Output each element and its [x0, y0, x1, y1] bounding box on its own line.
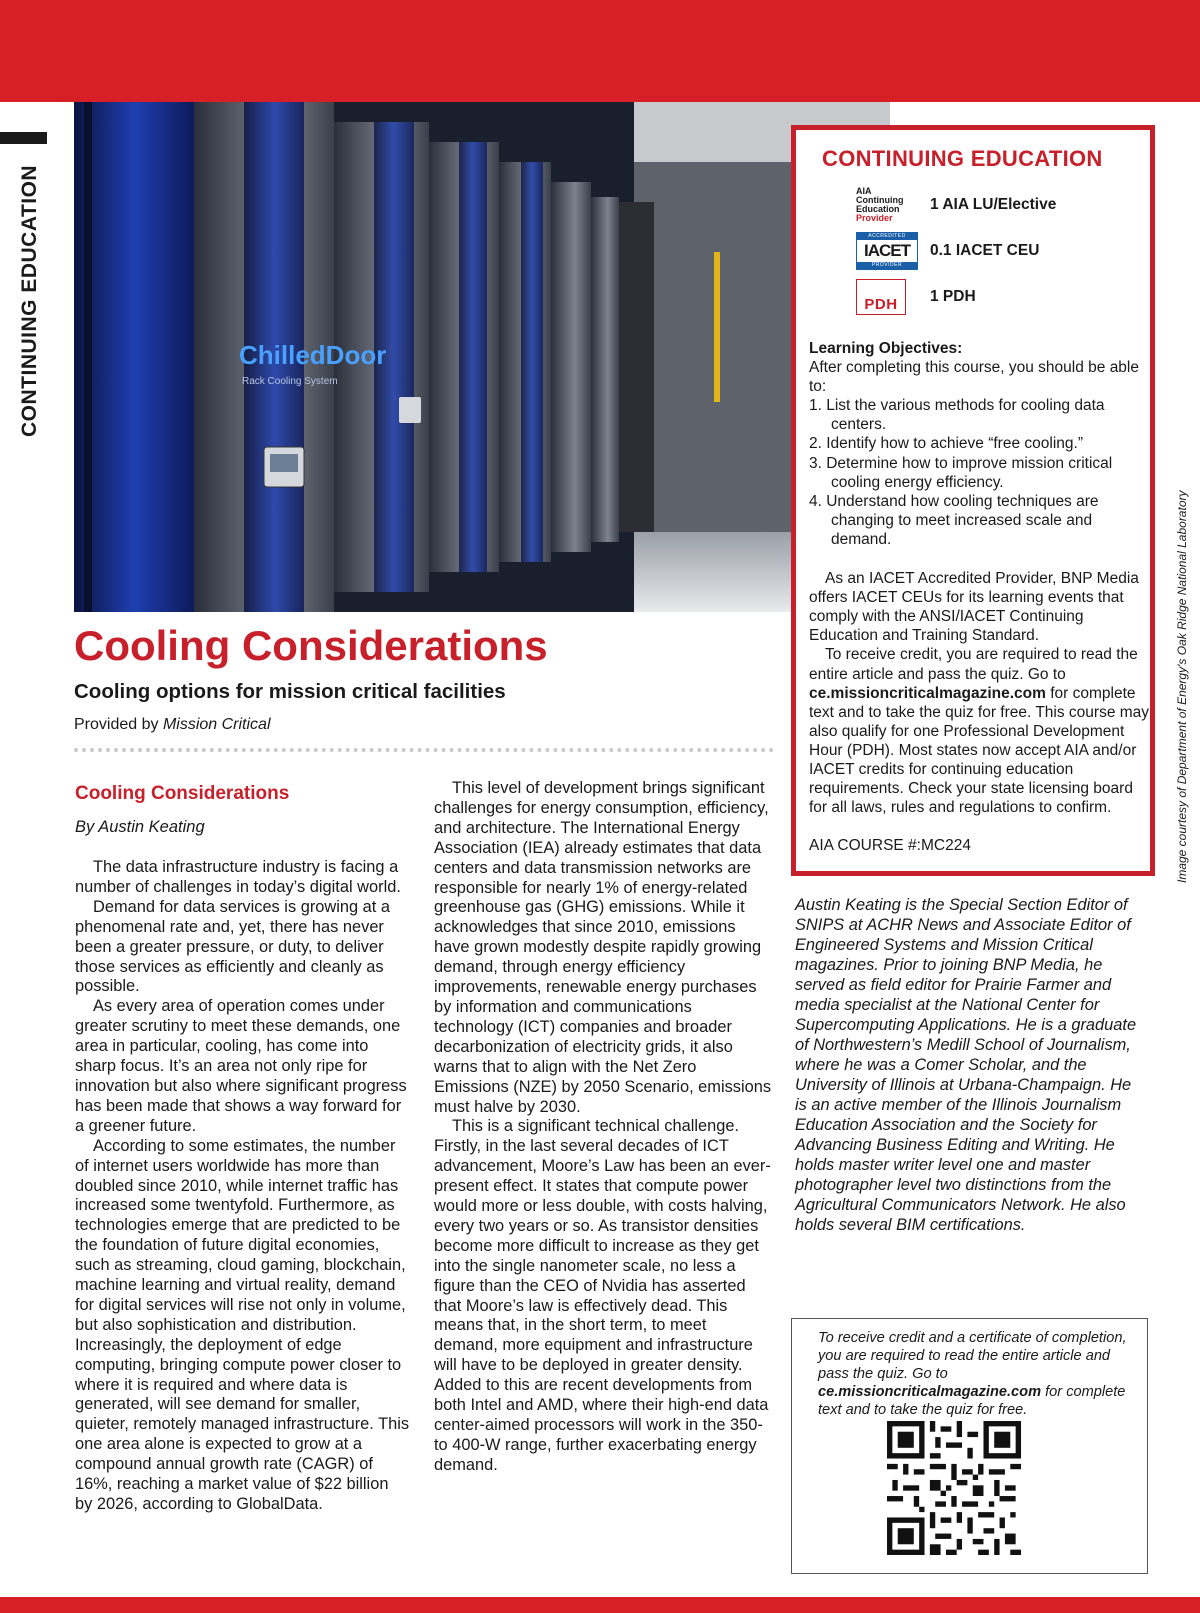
top-red-band: [0, 0, 1200, 102]
rack-subtitle-text: Rack Cooling System: [242, 376, 338, 387]
photo-credit: Image courtesy of Department of Energy's Oak Ridge National Laboratory: [1175, 490, 1189, 883]
article-byline: By Austin Keating: [75, 818, 205, 836]
ce-website-link[interactable]: ce.missioncriticalmagazine.com: [809, 684, 1046, 702]
iacet-logo-bottom: PROVIDER: [857, 262, 917, 269]
aia-provider-logo: [856, 185, 924, 225]
aia-logo-line: Education: [856, 204, 900, 214]
pdh-logo: [856, 277, 924, 317]
objective-item: 2. Identify how to achieve “free cooling.”: [809, 435, 1083, 453]
rack-brand-text: ChilledDoor: [239, 340, 387, 370]
quiz-credit-text-a: To receive credit and a certificate of completion, you are required to read the entire article and pass the quiz. Go to: [818, 1330, 1127, 1382]
page-title: Cooling Considerations: [74, 622, 548, 669]
continuing-education-box: [791, 125, 1155, 876]
article-paragraph: According to some estimates, the number of internet users worldwide has more than doubled since 2010, while internet traffic has increased some twentyfold. Furthermore, as technologies emerge that are predicted to be the foundation of future digital economies, such as streaming, cloud gaming, blockchain, machine learning and virtual reality, demand for digital services will rise not only in volume, but also sophistication and distribution. Increasingly, the deployment of edge computing, bringing compute power closer to where it is required and where data is generated, will see demand for smaller, quieter, remotely managed infrastructure. This one area alone is expected to grow at a compound annual growth rate (CAGR) of 16%, reaching a market value of $22 billion by 2026, according to GlobalData.: [75, 1136, 410, 1513]
aia-logo-line: Continuing: [856, 195, 904, 205]
quiz-credit-text-b: for complete text and to take the quiz for free.: [818, 1384, 1126, 1418]
credit-instructions-a: To receive credit, you are required to read the entire article and pass the quiz. Go to: [809, 646, 1138, 683]
side-tab-marker: [0, 132, 47, 144]
bottom-red-band: [0, 1597, 1200, 1613]
credit-pdh-text: 1 PDH: [930, 288, 976, 305]
aia-logo-line: AIA: [856, 186, 872, 196]
objectives-list: [809, 396, 1151, 549]
side-section-label: CONTINUING EDUCATION: [18, 164, 41, 437]
hero-photo: [74, 102, 890, 612]
iacet-logo-word: IACET: [864, 241, 910, 260]
objective-item: 3. Determine how to improve mission critical cooling energy efficiency.: [809, 454, 1113, 491]
credit-row-iacet: [856, 231, 1039, 271]
credit-row-aia: [856, 185, 1056, 225]
credit-aia-text: 1 AIA LU/Elective: [930, 196, 1057, 213]
ce-box-title: CONTINUING EDUCATION: [822, 146, 1103, 171]
page-subtitle: Cooling options for mission critical facilities: [74, 680, 506, 703]
article-paragraph: This level of development brings significant challenges for energy consumption, efficiency, and architecture. The International Energy Association (IEA) already estimates that data centers and data transmission networks are responsible for nearly 1% of energy-related greenhouse gas (GHG) emissions. While it acknowledges that since 2010, emissions have grown modestly despite rapidly growing demand, through energy efficiency improvements, renewable energy purchases by information and communications technology (ICT) companies and broader decarbonization of electricity grids, it also warns that to align with the Net Zero Emissions (NZE) by 2050 Scenario, emissions must halve by 2030.: [434, 779, 772, 1116]
article-column-2: [434, 779, 772, 1476]
author-bio: Austin Keating is the Special Section Editor of SNIPS at ACHR News and Associate Editor of Engineered Systems and Mission Critical magazines. Prior to joining BNP Media, he served as field editor for Prairie Farmer and media specialist at the National Center for Supercomputing Applications. He is a graduate of Northwestern’s Medill School of Journalism, where he was a Comer Scholar, and the University of Illinois at Urbana-Champaign. He is an active member of the Illinois Journalism Education Association and the Society for Advancing Business Editing and Writing. He holds master writer level one and master photographer level two distinctions from the Agricultural Communicators Network. He also holds several BIM certifications.: [795, 896, 1137, 1234]
qr-code-icon[interactable]: [887, 1421, 1021, 1555]
aia-course-number: AIA COURSE #:MC224: [809, 837, 971, 855]
quiz-website-link[interactable]: ce.missioncriticalmagazine.com: [818, 1384, 1042, 1400]
article-paragraph: Demand for data services is growing at a phenomenal rate and, yet, there has never been a greater pressure, or duty, to deliver those services as efficiently and cleanly as possible.: [75, 897, 390, 996]
credit-row-pdh: [856, 277, 976, 317]
article-paragraph: As every area of operation comes under greater scrutiny to meet these demands, one area in particular, cooling, has come into sharp focus. It’s an area not only ripe for innovation but also where significant progress has been made that shows a way forward for a greener future.: [75, 997, 407, 1135]
objectives-heading: Learning Objectives:: [809, 340, 963, 357]
credit-iacet-text: 0.1 IACET CEU: [930, 242, 1040, 259]
credit-instructions-b: for complete text and to take the quiz for free. This course may also qualify for one Professional Development Hour (PDH). Most states now accept AIA and/or IACET credits for continuing education requirements. Check your state licensing board for all laws, rules and regulations to confirm.: [809, 684, 1150, 817]
credit-instructions: [809, 645, 1151, 817]
provided-by: [74, 716, 271, 734]
objective-item: 1. List the various methods for cooling data centers.: [809, 397, 1105, 434]
article-column-1: [75, 858, 410, 1515]
objectives-intro: After completing this course, you should be able to:: [809, 359, 1139, 396]
article-paragraph: This is a significant technical challenge. Firstly, in the last several decades of ICT advancement, Moore’s Law has been an ever-present effect. It states that compute power would more or less double, with costs halving, every two years or so. As transistor densities become more difficult to increase as they get into the single nanometer scale, no less a figure than the CEO of Nvidia has asserted that Moore’s law is effectively dead. This means that, in the short term, to meet demand, more equipment and infrastructure will have to be deployed in greater density. Added to this are recent developments from both Intel and AMD, where their high-end data center-aimed processors will work in the 350- to 400-W range, further exacerbating energy demand.: [434, 1117, 771, 1474]
pdh-logo-text: PDH: [864, 296, 898, 313]
iacet-logo-top: ACCREDITED: [857, 233, 917, 240]
provided-source: Mission Critical: [162, 716, 271, 733]
quiz-credit-text: [818, 1329, 1130, 1419]
article-heading: Cooling Considerations: [75, 783, 290, 804]
aia-logo-line: Provider: [856, 213, 893, 223]
quiz-credit-box: [791, 1318, 1148, 1574]
ce-body: [809, 339, 1151, 855]
server-racks-illustration: [74, 102, 890, 612]
objective-item: 4. Understand how cooling techniques are changing to meet increased scale and demand.: [809, 492, 1099, 548]
iacet-provider-logo: [856, 231, 924, 271]
iacet-statement: As an IACET Accredited Provider, BNP Media offers IACET CEUs for its learning events that comply with the ANSI/IACET Continuing Education and Training Standard.: [809, 570, 1139, 645]
dotted-divider: [74, 748, 774, 752]
article-paragraph: The data infrastructure industry is facing a number of challenges in today’s digital world.: [75, 858, 401, 896]
provided-prefix: Provided by: [74, 716, 163, 733]
